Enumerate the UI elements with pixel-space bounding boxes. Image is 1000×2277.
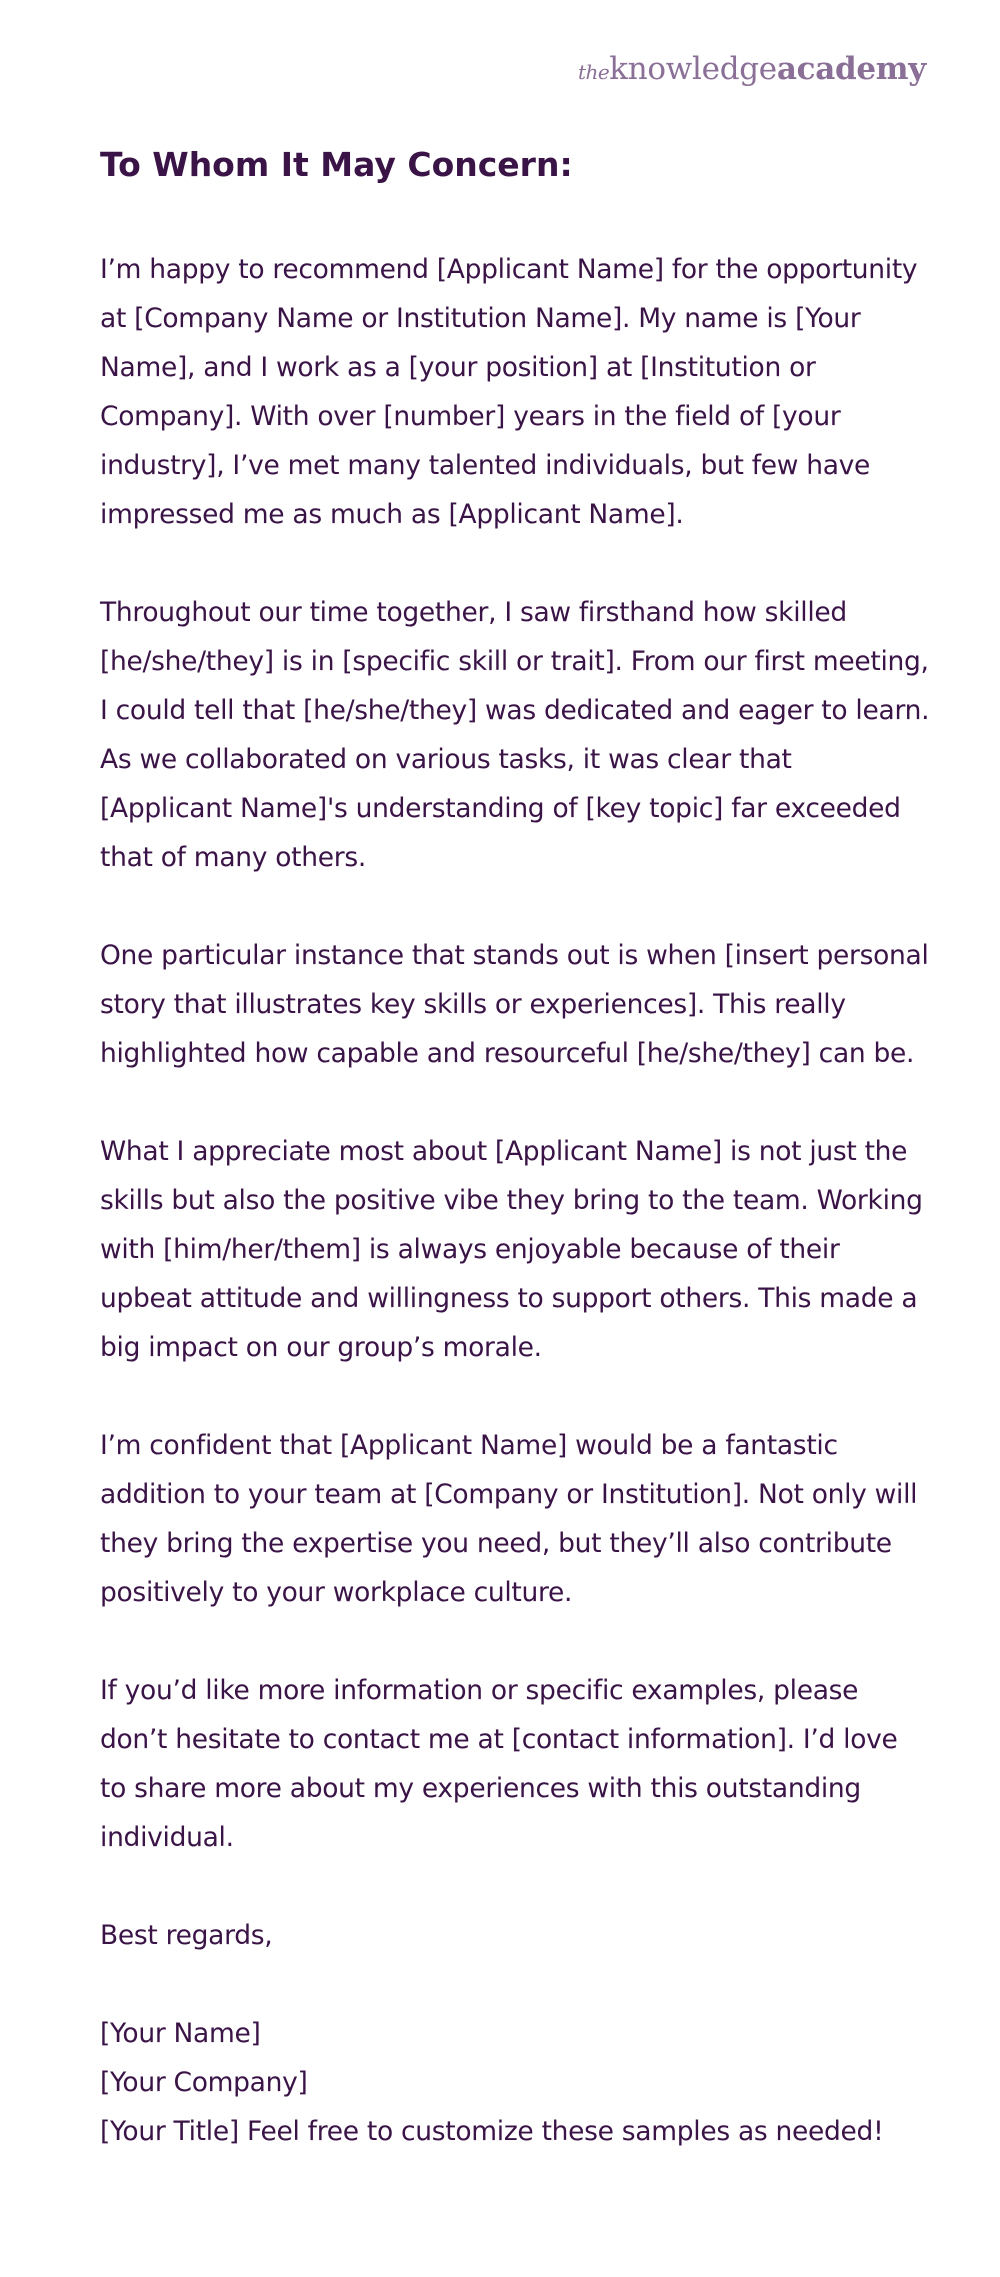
paragraph-skills: Throughout our time together, I saw firsthand how skilled [he/she/they] is in [specific skill or trait]. From our first meeting, I could tell that [he/she/they] was dedicated and eager to learn. As we collaborated on various tasks, it was clear that [Applicant Name]'s understanding of [key topic] far exceeded that of many others.: [100, 597, 930, 873]
recommendation-letter: [100, 140, 930, 2156]
paragraph-personal-story: One particular instance that stands out is when [insert personal story that illustrates key skills or experiences]. This really highlighted how capable and resourceful [he/she/they] can be.: [100, 940, 929, 1069]
paragraph-contact: If you’d like more information or specific examples, please don’t hesitate to contact me at [contact information]. I’d love to share more about my experiences with this outstanding individual.: [100, 1675, 898, 1853]
logo-academy-text: academy: [776, 51, 926, 87]
letter-closing: Best regards,: [100, 1920, 273, 1951]
paragraph-recommendation: I’m confident that [Applicant Name] would be a fantastic addition to your team at [Company or Institution]. Not only will they bring the expertise you need, but they’ll also contribute positively to your workplace culture.: [100, 1430, 918, 1608]
letter-salutation: To Whom It May Concern:: [100, 145, 573, 184]
signature-block: [100, 2009, 930, 2156]
signature-company: [Your Company]: [100, 2067, 308, 2098]
the-knowledge-academy-logo: [578, 51, 926, 87]
logo-knowledge-text: knowledge: [609, 51, 777, 87]
paragraph-introduction: I’m happy to recommend [Applicant Name] for the opportunity at [Company Name or Institution Name]. My name is [Your Name], and I work as a [your position] at [Institution or Company]. With over [number] years in the field of [your industry], I’ve met many talented individuals, but few have impressed me as much as [Applicant Name].: [100, 254, 918, 530]
signature-title: [Your Title] Feel free to customize these samples as needed!: [100, 2116, 884, 2147]
logo-the-text: the: [578, 60, 610, 84]
paragraph-team-attitude: What I appreciate most about [Applicant Name] is not just the skills but also the positive vibe they bring to the team. Working with [him/her/them] is always enjoyable because of their upbeat attitude and willingness to support others. This made a big impact on our group’s morale.: [100, 1136, 923, 1363]
signature-name: [Your Name]: [100, 2018, 261, 2049]
